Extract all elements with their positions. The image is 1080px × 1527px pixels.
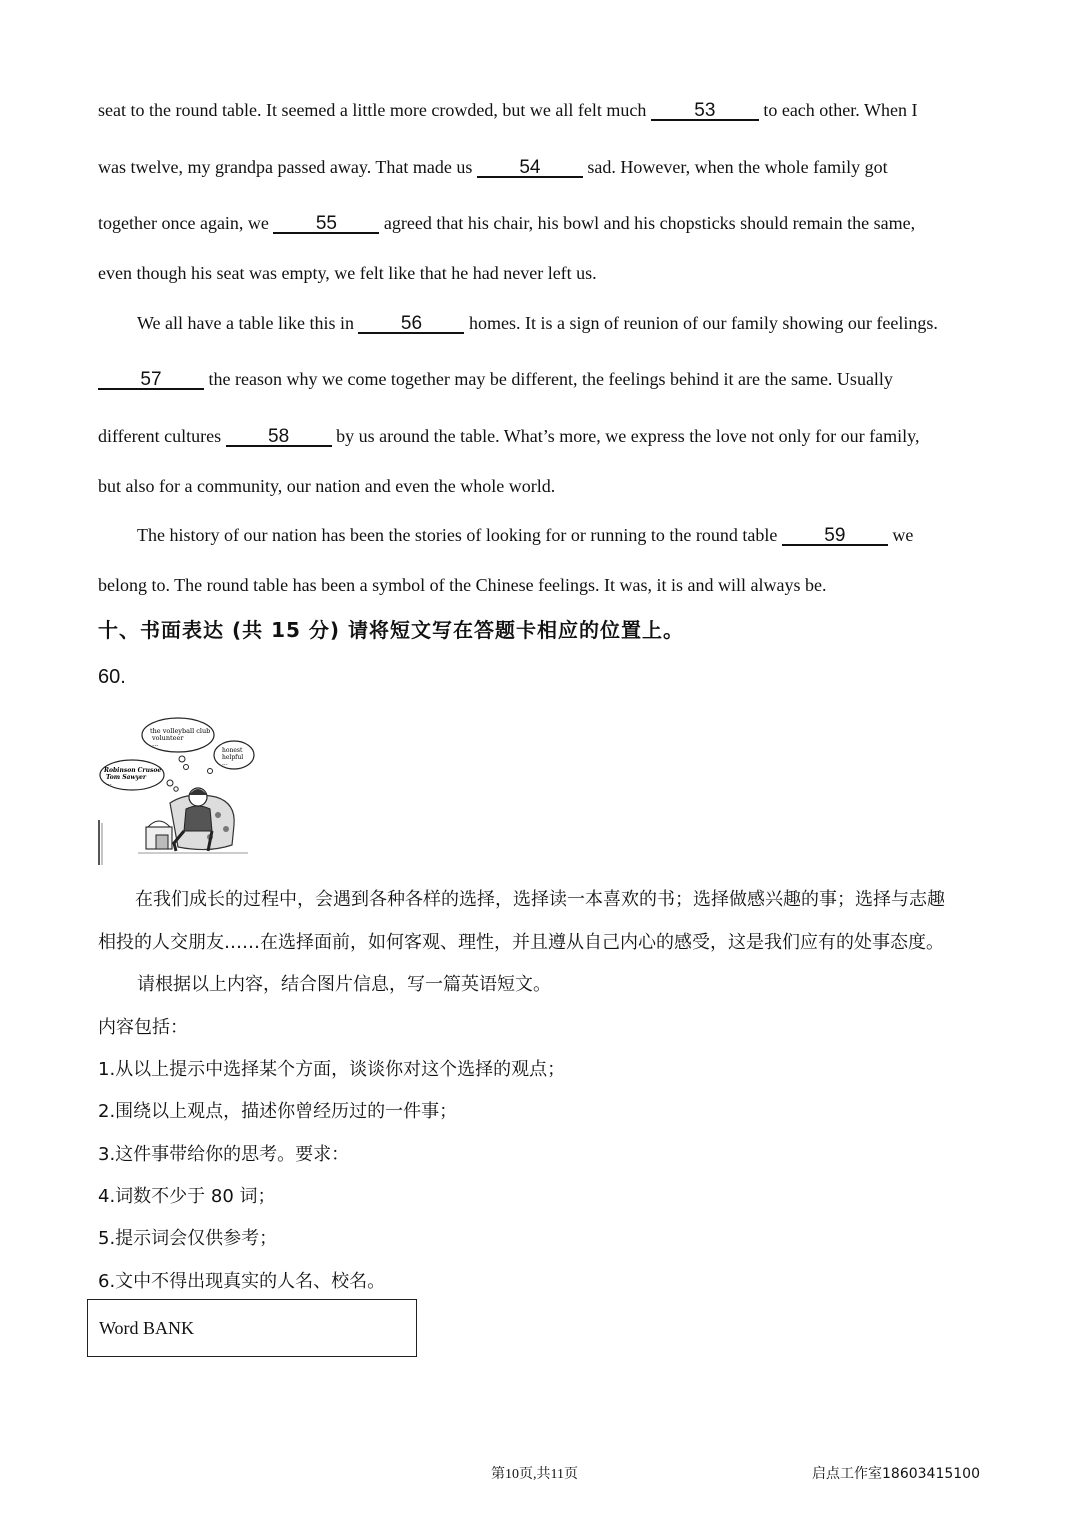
blank-56: 56 bbox=[358, 313, 464, 335]
blank-59: 59 bbox=[782, 525, 888, 547]
passage-line: was twelve, my grandpa passed away. That made us 54 sad. However, when the whole family got bbox=[98, 157, 888, 178]
boy-body bbox=[184, 806, 212, 831]
requirement-item: 6.文中不得出现真实的人名、校名。 bbox=[98, 1271, 386, 1292]
blank-58: 58 bbox=[226, 426, 332, 448]
bubble-text: honest bbox=[222, 747, 243, 754]
bubble-text: the volleyball club bbox=[150, 727, 211, 735]
passage-line: even though his seat was empty, we felt like that he had never left us. bbox=[98, 263, 597, 283]
passage-line: We all have a table like this in 56 homes. It is a sign of reunion of our family showing our feelings. bbox=[137, 313, 938, 334]
bubble-text: helpful bbox=[222, 754, 244, 761]
studio-info: 启点工作室18603415100 bbox=[812, 1466, 980, 1482]
thought-dot bbox=[179, 756, 185, 762]
question-number: 60. bbox=[98, 666, 126, 688]
thought-dot bbox=[174, 787, 178, 791]
section-heading: 十、书面表达 (共 15 分) 请将短文写在答题卡相应的位置上。 bbox=[98, 618, 684, 642]
requirement-item: 2.围绕以上观点，描述你曾经历过的一件事； bbox=[98, 1101, 458, 1122]
word-bank-box bbox=[87, 1299, 417, 1357]
thought-dot bbox=[184, 765, 189, 770]
blank-54: 54 bbox=[477, 157, 583, 179]
bag-pocket bbox=[156, 835, 168, 849]
bubble-text: ... bbox=[106, 780, 112, 787]
thought-dot bbox=[167, 780, 173, 786]
passage-line: but also for a community, our nation and even the whole world. bbox=[98, 476, 556, 496]
blank-55: 55 bbox=[273, 213, 379, 235]
passage-line: The history of our nation has been the stories of looking for or running to the round table 59 we bbox=[137, 525, 914, 546]
requirement-item: 5.提示词会仅供参考； bbox=[98, 1228, 278, 1249]
bubble-text: Tom Sawyer bbox=[106, 774, 147, 781]
thought-dot bbox=[208, 769, 213, 774]
requirement-item: 4.词数不少于 80 词； bbox=[98, 1186, 276, 1207]
passage-line: together once again, we 55 agreed that his chair, his bowl and his chopsticks should remain the same, bbox=[98, 213, 916, 234]
prompt-paragraph-1b: 相投的人交朋友……在选择面前，如何客观、理性，并且遵从自己内心的感受，这是我们应有的处事态度。 bbox=[98, 932, 944, 953]
passage-line: 57 the reason why we come together may be different, the feelings behind it are the same. Usually bbox=[98, 369, 893, 391]
bubble-text: ... bbox=[152, 740, 159, 748]
chair-pattern bbox=[215, 812, 221, 818]
requirement-item: 1.从以上提示中选择某个方面，谈谈你对这个选择的观点； bbox=[98, 1059, 566, 1080]
bubble-text: volunteer bbox=[152, 734, 184, 742]
page-number: 第10页,共11页 bbox=[491, 1467, 578, 1482]
requirement-item: 3.这件事带给你的思考。要求： bbox=[98, 1144, 350, 1165]
writing-prompt-illustration bbox=[98, 715, 258, 870]
passage-line: seat to the round table. It seemed a little more crowded, but we all felt much 53 to each other. When I bbox=[98, 100, 918, 121]
bubble-text: Robinson Crusoe bbox=[104, 767, 162, 774]
chair-pattern bbox=[223, 826, 229, 832]
bubble-text: ... bbox=[222, 760, 228, 767]
blank-57: 57 bbox=[98, 369, 204, 391]
passage-line: belong to. The round table has been a symbol of the Chinese feelings. It was, it is and will always be. bbox=[98, 575, 827, 595]
content-label: 内容包括： bbox=[98, 1017, 188, 1038]
blank-53: 53 bbox=[651, 100, 759, 122]
bag-handle bbox=[148, 821, 170, 827]
passage-line: different cultures 58 by us around the table. What’s more, we express the love not only for our family, bbox=[98, 426, 920, 447]
prompt-paragraph-2: 请根据以上内容，结合图片信息，写一篇英语短文。 bbox=[137, 974, 551, 995]
word-bank-label: Word BANK bbox=[99, 1318, 195, 1338]
prompt-paragraph-1a: 在我们成长的过程中，会遇到各种各样的选择，选择读一本喜欢的书；选择做感兴趣的事；选择与志趣 bbox=[135, 889, 945, 910]
